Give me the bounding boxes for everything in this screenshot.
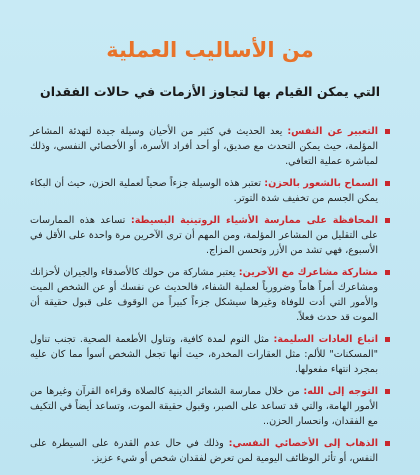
item-text: مثل النوم لمدة كافية، وتناول الأطعمة الصحية. تجنب تناول "المسكنات" للألم: مثل العقارات المخدرة، حيث أنها تجعل الشخص أسوأ مما كان عليه بمجرد انتهاء مفعولها. bbox=[30, 334, 378, 375]
item-text: تساعد هذه الممارسات على التقليل من المشاعر المؤلمة، ومن المهم أن ترى الآخرين مرة واحدة على الأقل في الأسبوع، فهي تشد من الأزر وتحسن المزاج. bbox=[30, 215, 378, 256]
list-item bbox=[30, 176, 390, 206]
bullet-square-icon bbox=[385, 389, 390, 394]
bullet-square-icon bbox=[385, 129, 390, 134]
list-item bbox=[30, 213, 390, 258]
item-lead: الذهاب إلى الأخصائي النفسي: bbox=[228, 438, 378, 449]
bullet-square-icon bbox=[385, 337, 390, 342]
methods-list bbox=[30, 124, 390, 473]
list-item bbox=[30, 332, 390, 377]
bullet-square-icon bbox=[385, 441, 390, 446]
list-item bbox=[30, 384, 390, 429]
item-text: من خلال ممارسة الشعائر الدينية كالصلاة وقراءة القرآن وغيرها من الأمور الهامة، والتي قد تساعد على الصبر، وقبول حقيقة الموت، وتساعد أيضاً في التكيف مع الفقدان، وانحسار الحزن.. bbox=[30, 386, 378, 427]
item-lead: المحافظة على ممارسة الأشياء الروتينية البسيطة: bbox=[130, 215, 378, 226]
item-lead: اتباع العادات السليمة: bbox=[273, 334, 378, 345]
item-lead: مشاركة مشاعرك مع الآخرين: bbox=[238, 267, 378, 278]
bullet-square-icon bbox=[385, 270, 390, 275]
page-title: من الأساليب العملية bbox=[106, 38, 314, 62]
item-text: يعد الحديث في كثير من الأحيان وسيلة جيدة لتهدئة المشاعر المؤلمة، حيث يمكن التحدث مع صديق، أو أحد أفراد الأسرة، أو الأخصائي النفسي، وذلك لمباشرة عملية التعافي. bbox=[30, 126, 378, 167]
list-item bbox=[30, 436, 390, 466]
bullet-square-icon bbox=[385, 181, 390, 186]
item-text: وذلك في حال عدم القدرة على السيطرة على النفس، أو تأثر الوظائف اليومية لمن تعرض لفقدان شخص أو شيء عزيز. bbox=[30, 438, 378, 464]
list-item bbox=[30, 265, 390, 325]
item-text: يعتبر مشاركة من حولك كالأصدقاء والجيران لأحزانك ومشاعرك أمراً هاماً وضرورياً لعملية الشفاء، فالحديث عن نفسك أو عن الشخص الميت والأمور التي أدت للوفاة وغيرها سيشكل جزءاً كبيراً من الوقوف على قبول حقيقة أن الموت قد حدث فعلاً. bbox=[30, 267, 378, 323]
bullet-square-icon bbox=[385, 218, 390, 223]
page-subtitle: التي يمكن القيام بها لتجاوز الأزمات في حالات الفقدان bbox=[39, 84, 381, 99]
list-item bbox=[30, 124, 390, 169]
item-lead: السماح بالشعور بالحزن: bbox=[264, 178, 378, 189]
item-lead: التعبير عن النفس: bbox=[287, 126, 379, 137]
item-lead: التوجه إلى الله: bbox=[303, 386, 378, 397]
item-text: تعتبر هذه الوسيلة جزءاً صحياً لعملية الحزن، حيث أن البكاء يمكن الجسم من تخفيف شدة التوتر. bbox=[30, 178, 378, 204]
